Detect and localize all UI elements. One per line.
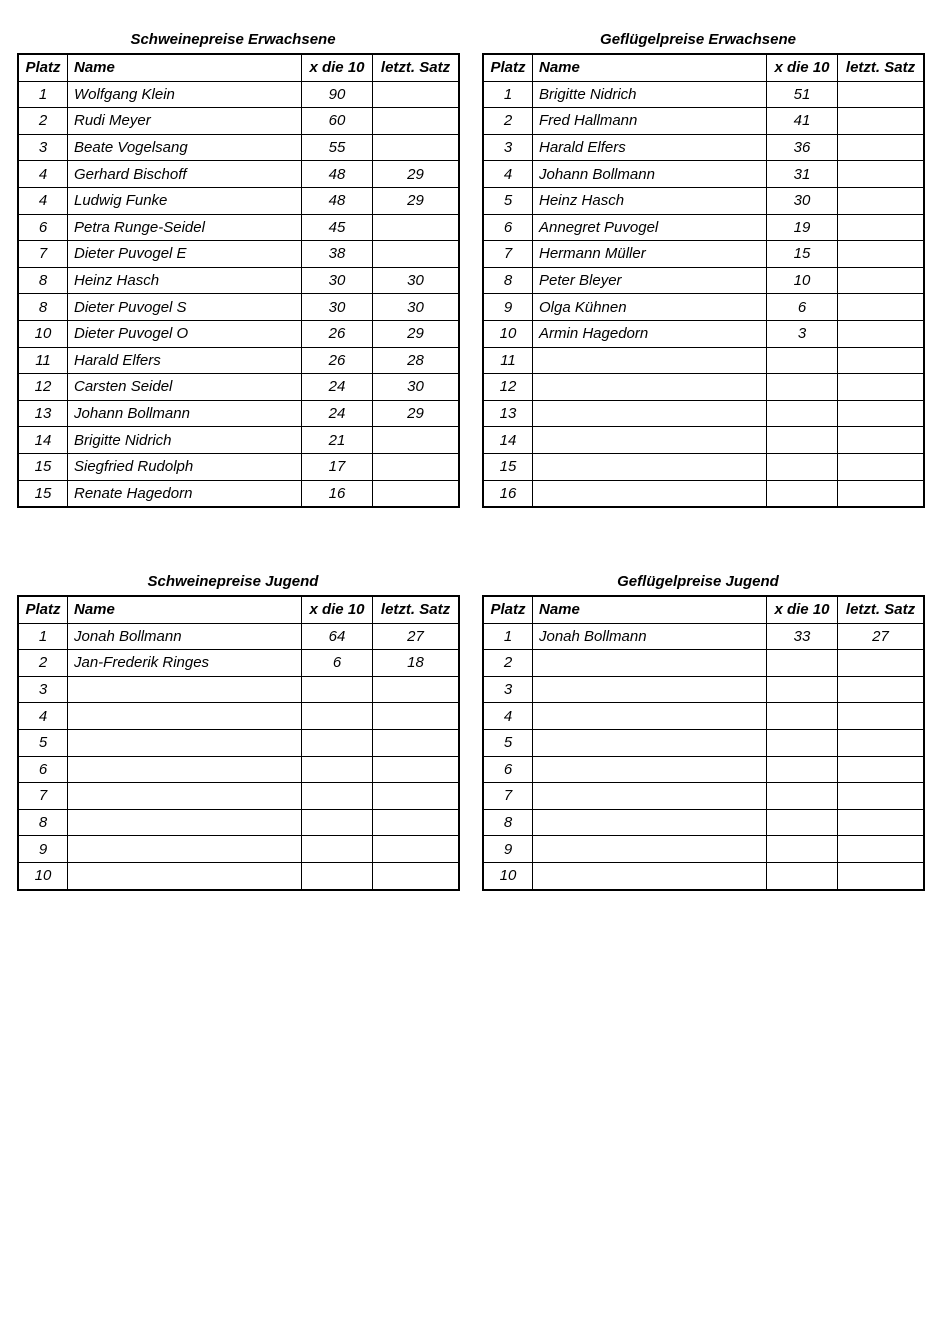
- cell-letzt-satz: [838, 81, 925, 108]
- cell-letzt-satz: [373, 480, 460, 507]
- cell-x-die-10: [767, 756, 838, 783]
- cell-letzt-satz: [838, 480, 925, 507]
- cell-letzt-satz: [838, 400, 925, 427]
- cell-x-die-10: 33: [767, 623, 838, 650]
- table-row: [483, 187, 924, 214]
- table-row: [18, 400, 459, 427]
- cell-platz: 15: [18, 480, 68, 507]
- cell-letzt-satz: 29: [373, 400, 460, 427]
- table-row: [18, 81, 459, 108]
- cell-x-die-10: 45: [302, 214, 373, 241]
- cell-name: Annegret Puvogel: [533, 214, 767, 241]
- cell-letzt-satz: [373, 862, 460, 889]
- table-row: [483, 427, 924, 454]
- cell-name: [533, 480, 767, 507]
- cell-letzt-satz: [373, 783, 460, 810]
- table-row: [18, 214, 459, 241]
- table-title: Schweinepreise Jugend: [147, 573, 319, 590]
- cell-letzt-satz: [838, 267, 925, 294]
- cell-name: Harald Elfers: [533, 134, 767, 161]
- table-block-schweinepreise-jugend: [17, 569, 449, 891]
- cell-x-die-10: [302, 862, 373, 889]
- cell-name: [533, 347, 767, 374]
- table-title: Geflügelpreise Erwachsene: [600, 31, 796, 48]
- cell-name: Renate Hagedorn: [68, 480, 302, 507]
- cell-letzt-satz: 29: [373, 187, 460, 214]
- cell-letzt-satz: 30: [373, 374, 460, 401]
- header-name: Name: [68, 54, 302, 81]
- table-row: [483, 783, 924, 810]
- cell-x-die-10: 6: [302, 650, 373, 677]
- cell-platz: 14: [18, 427, 68, 454]
- table-block-gefluegelpreise-erwachsene: [482, 27, 914, 508]
- table-row: [18, 623, 459, 650]
- table-block-schweinepreise-erwachsene: [17, 27, 449, 508]
- cell-name: [68, 862, 302, 889]
- header-letzt-satz: letzt. Satz: [838, 54, 925, 81]
- cell-letzt-satz: [838, 374, 925, 401]
- ranking-table: [17, 595, 460, 891]
- table-row: [483, 108, 924, 135]
- cell-name: [533, 862, 767, 889]
- table-row: [18, 347, 459, 374]
- table-row: [18, 134, 459, 161]
- cell-name: Jan-Frederik Ringes: [68, 650, 302, 677]
- cell-x-die-10: [767, 453, 838, 480]
- cell-letzt-satz: [838, 783, 925, 810]
- table-row: [18, 267, 459, 294]
- ranking-table: [482, 595, 925, 891]
- cell-letzt-satz: [838, 134, 925, 161]
- table-row: [18, 650, 459, 677]
- cell-x-die-10: [302, 703, 373, 730]
- table-row: [483, 400, 924, 427]
- cell-letzt-satz: [838, 862, 925, 889]
- header-row: [483, 54, 924, 81]
- cell-name: [68, 729, 302, 756]
- cell-platz: 1: [483, 81, 533, 108]
- cell-x-die-10: 31: [767, 161, 838, 188]
- cell-x-die-10: [302, 783, 373, 810]
- cell-platz: 8: [18, 294, 68, 321]
- cell-letzt-satz: [373, 241, 460, 268]
- table-row: [18, 862, 459, 889]
- cell-name: [533, 453, 767, 480]
- cell-name: [68, 836, 302, 863]
- cell-x-die-10: 26: [302, 347, 373, 374]
- cell-platz: 3: [18, 134, 68, 161]
- header-x-die-10: x die 10: [767, 596, 838, 623]
- cell-letzt-satz: [373, 453, 460, 480]
- cell-letzt-satz: 30: [373, 294, 460, 321]
- cell-letzt-satz: [373, 108, 460, 135]
- cell-platz: 6: [18, 756, 68, 783]
- table-row: [483, 703, 924, 730]
- cell-letzt-satz: [838, 650, 925, 677]
- table-row: [483, 756, 924, 783]
- cell-letzt-satz: [373, 836, 460, 863]
- cell-name: Armin Hagedorn: [533, 320, 767, 347]
- cell-platz: 8: [483, 809, 533, 836]
- cell-letzt-satz: [838, 809, 925, 836]
- cell-platz: 1: [483, 623, 533, 650]
- cell-letzt-satz: [373, 134, 460, 161]
- cell-name: Brigitte Nidrich: [533, 81, 767, 108]
- cell-name: Brigitte Nidrich: [68, 427, 302, 454]
- cell-name: [533, 729, 767, 756]
- cell-x-die-10: [302, 756, 373, 783]
- cell-platz: 6: [483, 756, 533, 783]
- cell-letzt-satz: [373, 756, 460, 783]
- table-row: [483, 676, 924, 703]
- cell-x-die-10: 21: [302, 427, 373, 454]
- table-row: [483, 241, 924, 268]
- cell-x-die-10: [767, 374, 838, 401]
- cell-name: [68, 703, 302, 730]
- table-row: [18, 294, 459, 321]
- cell-x-die-10: 6: [767, 294, 838, 321]
- cell-x-die-10: 3: [767, 320, 838, 347]
- cell-platz: 10: [483, 862, 533, 889]
- cell-x-die-10: 26: [302, 320, 373, 347]
- cell-platz: 2: [483, 650, 533, 677]
- cell-x-die-10: [767, 347, 838, 374]
- table-row: [483, 862, 924, 889]
- cell-x-die-10: 24: [302, 374, 373, 401]
- cell-name: [68, 809, 302, 836]
- cell-x-die-10: [767, 703, 838, 730]
- cell-platz: 3: [18, 676, 68, 703]
- cell-name: Jonah Bollmann: [533, 623, 767, 650]
- cell-x-die-10: 30: [302, 294, 373, 321]
- cell-x-die-10: [302, 729, 373, 756]
- table-row: [18, 729, 459, 756]
- cell-x-die-10: [767, 836, 838, 863]
- table-row: [18, 241, 459, 268]
- table-row: [18, 161, 459, 188]
- table-row: [483, 320, 924, 347]
- cell-name: [68, 676, 302, 703]
- table-row: [18, 783, 459, 810]
- cell-letzt-satz: [838, 676, 925, 703]
- cell-x-die-10: 24: [302, 400, 373, 427]
- cell-letzt-satz: [373, 81, 460, 108]
- cell-name: Wolfgang Klein: [68, 81, 302, 108]
- cell-name: [533, 783, 767, 810]
- cell-name: [533, 374, 767, 401]
- table-row: [483, 374, 924, 401]
- table-row: [18, 836, 459, 863]
- cell-platz: 3: [483, 134, 533, 161]
- cell-name: Petra Runge-Seidel: [68, 214, 302, 241]
- cell-platz: 6: [483, 214, 533, 241]
- cell-x-die-10: 19: [767, 214, 838, 241]
- cell-letzt-satz: [838, 347, 925, 374]
- cell-name: Fred Hallmann: [533, 108, 767, 135]
- cell-platz: 4: [18, 703, 68, 730]
- cell-name: Siegfried Rudolph: [68, 453, 302, 480]
- cell-platz: 8: [483, 267, 533, 294]
- cell-platz: 7: [18, 783, 68, 810]
- table-row: [483, 347, 924, 374]
- cell-letzt-satz: [373, 676, 460, 703]
- cell-platz: 10: [18, 320, 68, 347]
- cell-name: Heinz Hasch: [533, 187, 767, 214]
- cell-platz: 5: [18, 729, 68, 756]
- cell-x-die-10: [302, 676, 373, 703]
- cell-letzt-satz: [373, 427, 460, 454]
- table-title: Schweinepreise Erwachsene: [130, 31, 336, 48]
- cell-letzt-satz: [373, 214, 460, 241]
- header-platz: Platz: [18, 596, 68, 623]
- cell-platz: 10: [18, 862, 68, 889]
- cell-platz: 4: [18, 187, 68, 214]
- cell-x-die-10: [302, 836, 373, 863]
- cell-platz: 4: [483, 703, 533, 730]
- cell-platz: 6: [18, 214, 68, 241]
- cell-platz: 1: [18, 623, 68, 650]
- cell-platz: 9: [483, 294, 533, 321]
- cell-platz: 2: [483, 108, 533, 135]
- cell-platz: 7: [18, 241, 68, 268]
- cell-letzt-satz: 28: [373, 347, 460, 374]
- cell-name: [533, 650, 767, 677]
- cell-name: [533, 836, 767, 863]
- table-row: [18, 809, 459, 836]
- cell-letzt-satz: [838, 703, 925, 730]
- cell-letzt-satz: [838, 836, 925, 863]
- table-block-gefluegelpreise-jugend: [482, 569, 914, 891]
- table-row: [18, 427, 459, 454]
- cell-letzt-satz: [838, 161, 925, 188]
- cell-platz: 5: [483, 729, 533, 756]
- ranking-table: [17, 53, 460, 508]
- cell-platz: 12: [18, 374, 68, 401]
- cell-platz: 1: [18, 81, 68, 108]
- cell-name: Rudi Meyer: [68, 108, 302, 135]
- table-row: [483, 480, 924, 507]
- header-platz: Platz: [483, 54, 533, 81]
- table-row: [18, 756, 459, 783]
- cell-name: Dieter Puvogel E: [68, 241, 302, 268]
- cell-letzt-satz: [838, 241, 925, 268]
- cell-x-die-10: [767, 480, 838, 507]
- table-row: [483, 161, 924, 188]
- cell-x-die-10: [767, 862, 838, 889]
- table-row: [483, 729, 924, 756]
- cell-x-die-10: 36: [767, 134, 838, 161]
- cell-x-die-10: 64: [302, 623, 373, 650]
- header-platz: Platz: [18, 54, 68, 81]
- table-row: [483, 81, 924, 108]
- cell-platz: 13: [18, 400, 68, 427]
- cell-name: Johann Bollmann: [533, 161, 767, 188]
- cell-platz: 15: [18, 453, 68, 480]
- cell-name: Beate Vogelsang: [68, 134, 302, 161]
- cell-x-die-10: [767, 676, 838, 703]
- cell-x-die-10: [767, 809, 838, 836]
- cell-name: Ludwig Funke: [68, 187, 302, 214]
- cell-name: Dieter Puvogel S: [68, 294, 302, 321]
- cell-name: [533, 756, 767, 783]
- table-title: Geflügelpreise Jugend: [617, 573, 779, 590]
- header-letzt-satz: letzt. Satz: [838, 596, 925, 623]
- table-row: [18, 480, 459, 507]
- cell-platz: 4: [18, 161, 68, 188]
- cell-name: Peter Bleyer: [533, 267, 767, 294]
- cell-name: [533, 676, 767, 703]
- table-row: [483, 836, 924, 863]
- table-row: [483, 650, 924, 677]
- cell-platz: 3: [483, 676, 533, 703]
- cell-letzt-satz: 29: [373, 161, 460, 188]
- cell-x-die-10: 30: [302, 267, 373, 294]
- cell-x-die-10: 51: [767, 81, 838, 108]
- cell-x-die-10: 41: [767, 108, 838, 135]
- cell-letzt-satz: [373, 809, 460, 836]
- cell-name: [68, 783, 302, 810]
- cell-letzt-satz: 30: [373, 267, 460, 294]
- cell-letzt-satz: [838, 214, 925, 241]
- cell-letzt-satz: [373, 729, 460, 756]
- table-row: [483, 294, 924, 321]
- cell-name: Carsten Seidel: [68, 374, 302, 401]
- cell-name: Johann Bollmann: [68, 400, 302, 427]
- cell-letzt-satz: 18: [373, 650, 460, 677]
- cell-letzt-satz: [838, 294, 925, 321]
- cell-letzt-satz: [838, 729, 925, 756]
- cell-platz: 4: [483, 161, 533, 188]
- cell-x-die-10: [767, 400, 838, 427]
- cell-x-die-10: [302, 809, 373, 836]
- cell-letzt-satz: [838, 108, 925, 135]
- table-row: [18, 320, 459, 347]
- header-platz: Platz: [483, 596, 533, 623]
- cell-platz: 9: [18, 836, 68, 863]
- cell-platz: 11: [483, 347, 533, 374]
- cell-x-die-10: 16: [302, 480, 373, 507]
- cell-x-die-10: 60: [302, 108, 373, 135]
- cell-letzt-satz: 29: [373, 320, 460, 347]
- cell-x-die-10: [767, 427, 838, 454]
- cell-x-die-10: 38: [302, 241, 373, 268]
- cell-platz: 7: [483, 783, 533, 810]
- table-row: [18, 676, 459, 703]
- cell-platz: 12: [483, 374, 533, 401]
- header-row: [18, 596, 459, 623]
- header-name: Name: [533, 596, 767, 623]
- cell-name: Olga Kühnen: [533, 294, 767, 321]
- cell-platz: 8: [18, 809, 68, 836]
- cell-platz: 13: [483, 400, 533, 427]
- cell-platz: 9: [483, 836, 533, 863]
- cell-letzt-satz: 27: [838, 623, 925, 650]
- ranking-table: [482, 53, 925, 508]
- header-row: [18, 54, 459, 81]
- cell-x-die-10: 90: [302, 81, 373, 108]
- cell-letzt-satz: [838, 320, 925, 347]
- cell-x-die-10: 17: [302, 453, 373, 480]
- header-letzt-satz: letzt. Satz: [373, 596, 460, 623]
- cell-x-die-10: [767, 650, 838, 677]
- header-row: [483, 596, 924, 623]
- cell-platz: 5: [483, 187, 533, 214]
- cell-letzt-satz: 27: [373, 623, 460, 650]
- table-row: [18, 374, 459, 401]
- table-row: [483, 267, 924, 294]
- cell-platz: 14: [483, 427, 533, 454]
- table-row: [483, 134, 924, 161]
- cell-name: Harald Elfers: [68, 347, 302, 374]
- cell-platz: 16: [483, 480, 533, 507]
- cell-x-die-10: 48: [302, 161, 373, 188]
- cell-letzt-satz: [838, 187, 925, 214]
- table-row: [483, 214, 924, 241]
- cell-platz: 2: [18, 650, 68, 677]
- cell-letzt-satz: [373, 703, 460, 730]
- cell-name: Hermann Müller: [533, 241, 767, 268]
- table-row: [18, 703, 459, 730]
- cell-platz: 11: [18, 347, 68, 374]
- cell-name: Jonah Bollmann: [68, 623, 302, 650]
- cell-platz: 8: [18, 267, 68, 294]
- table-row: [483, 623, 924, 650]
- cell-name: Heinz Hasch: [68, 267, 302, 294]
- cell-name: [533, 400, 767, 427]
- cell-name: [533, 427, 767, 454]
- cell-platz: 7: [483, 241, 533, 268]
- cell-platz: 15: [483, 453, 533, 480]
- header-name: Name: [68, 596, 302, 623]
- table-row: [18, 453, 459, 480]
- cell-x-die-10: 55: [302, 134, 373, 161]
- cell-x-die-10: 15: [767, 241, 838, 268]
- cell-letzt-satz: [838, 756, 925, 783]
- cell-name: Gerhard Bischoff: [68, 161, 302, 188]
- cell-platz: 2: [18, 108, 68, 135]
- cell-letzt-satz: [838, 427, 925, 454]
- cell-x-die-10: 30: [767, 187, 838, 214]
- cell-name: Dieter Puvogel O: [68, 320, 302, 347]
- table-row: [18, 187, 459, 214]
- table-row: [18, 108, 459, 135]
- cell-x-die-10: 10: [767, 267, 838, 294]
- header-name: Name: [533, 54, 767, 81]
- header-x-die-10: x die 10: [302, 54, 373, 81]
- cell-letzt-satz: [838, 453, 925, 480]
- table-row: [483, 453, 924, 480]
- cell-name: [533, 809, 767, 836]
- cell-x-die-10: [767, 729, 838, 756]
- table-row: [483, 809, 924, 836]
- cell-x-die-10: 48: [302, 187, 373, 214]
- cell-platz: 10: [483, 320, 533, 347]
- header-x-die-10: x die 10: [302, 596, 373, 623]
- cell-x-die-10: [767, 783, 838, 810]
- header-x-die-10: x die 10: [767, 54, 838, 81]
- header-letzt-satz: letzt. Satz: [373, 54, 460, 81]
- cell-name: [68, 756, 302, 783]
- cell-name: [533, 703, 767, 730]
